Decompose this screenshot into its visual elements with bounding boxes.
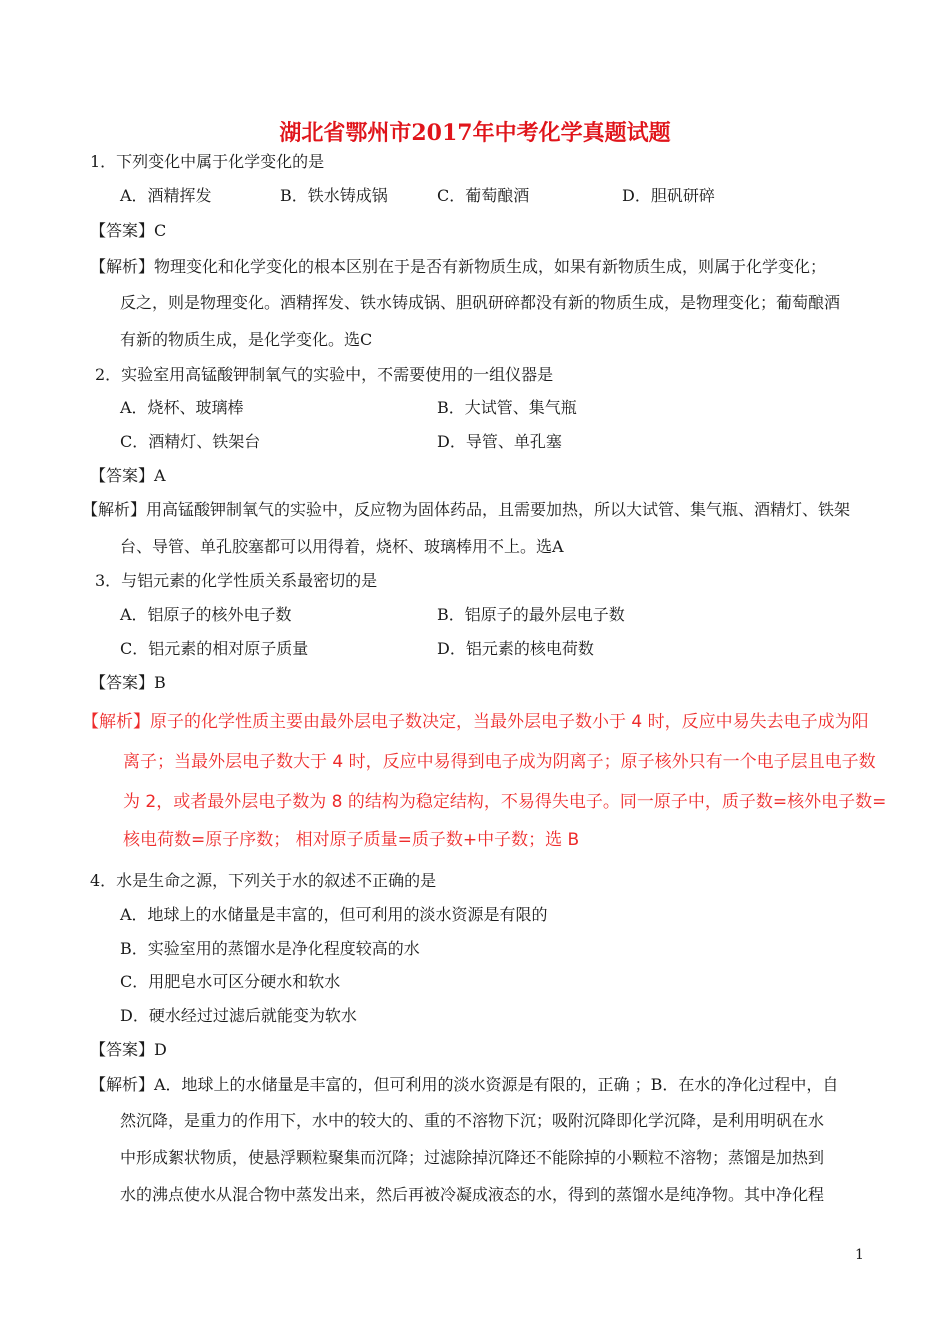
q4-option-d: D．硬水经过过滤后就能变为软水 xyxy=(120,1006,357,1025)
q3-option-c: C．铝元素的相对原子质量 xyxy=(120,639,309,658)
q2-option-d: D．导管、单孔塞 xyxy=(437,432,562,451)
q3-option-b: B．铝原子的最外层电子数 xyxy=(437,605,625,624)
q1-explanation-line-2: 反之，则是物理变化。酒精挥发、铁水铸成锅、胆矾研碎都没有新的物质生成，是物理变化；葡萄酿酒 xyxy=(120,293,841,312)
q2-answer: 【答案】A xyxy=(90,466,166,485)
q3-explanation-line-3: 为 2，或者最外层电子数为 8 的结构为稳定结构，不易得失电子。同一原子中，质子数=核外电子数= xyxy=(123,792,887,812)
q3-explanation-line-4: 核电荷数=原子序数； 相对原子质量=质子数+中子数；选 B xyxy=(123,830,580,850)
q3-explanation-line-1: 【解析】原子的化学性质主要由最外层电子数决定，当最外层电子数小于 4 时，反应中易失去电子成为阳 xyxy=(82,712,869,732)
q4-option-a: A．地球上的水储量是丰富的，但可利用的淡水资源是有限的 xyxy=(120,905,548,924)
q4-explanation-line-3: 中形成絮状物质，使悬浮颗粒聚集而沉降；过滤除掉沉降还不能除掉的小颗粒不溶物；蒸馏是加热到 xyxy=(120,1148,825,1167)
q2-stem: 2．实验室用高锰酸钾制氧气的实验中，不需要使用的一组仪器是 xyxy=(95,365,554,384)
q3-stem: 3．与铝元素的化学性质关系最密切的是 xyxy=(95,571,378,590)
page-number: 1 xyxy=(855,1247,864,1263)
q1-stem: 1．下列变化中属于化学变化的是 xyxy=(90,152,325,171)
q4-explanation-line-2: 然沉降，是重力的作用下，水中的较大的、重的不溶物下沉；吸附沉降即化学沉降，是利用明矾在水 xyxy=(120,1111,825,1130)
q1-option-a: A．酒精挥发 xyxy=(120,186,212,205)
q4-stem: 4．水是生命之源，下列关于水的叙述不正确的是 xyxy=(90,871,437,890)
q4-option-c: C．用肥皂水可区分硬水和软水 xyxy=(120,972,341,991)
q3-answer: 【答案】B xyxy=(90,673,166,692)
q1-option-b: B．铁水铸成锅 xyxy=(280,186,388,205)
q4-explanation-line-4: 水的沸点使水从混合物中蒸发出来，然后再被冷凝成液态的水，得到的蒸馏水是纯净物。其中净化程 xyxy=(120,1185,825,1204)
page-title: 湖北省鄂州市2017年中考化学真题试题 xyxy=(279,120,671,146)
q2-explanation-line-2: 台、导管、单孔胶塞都可以用得着，烧杯、玻璃棒用不上。选A xyxy=(120,537,564,556)
q2-option-b: B．大试管、集气瓶 xyxy=(437,398,577,417)
q2-explanation-line-1: 【解析】用高锰酸钾制氧气的实验中，反应物为固体药品，且需要加热，所以大试管、集气瓶、酒精灯、铁架 xyxy=(82,500,851,519)
q1-answer: 【答案】C xyxy=(90,221,167,240)
q4-answer: 【答案】D xyxy=(90,1040,167,1059)
q1-option-d: D．胆矾研碎 xyxy=(622,186,715,205)
q1-explanation-line-3: 有新的物质生成，是化学变化。选C xyxy=(120,330,373,349)
q3-option-d: D．铝元素的核电荷数 xyxy=(437,639,594,658)
q4-explanation-line-1: 【解析】A．地球上的水储量是丰富的，但可利用的淡水资源是有限的，正确 ；B．在水的净化过程中，自 xyxy=(90,1075,839,1094)
q2-option-c: C．酒精灯、铁架台 xyxy=(120,432,261,451)
q4-option-b: B．实验室用的蒸馏水是净化程度较高的水 xyxy=(120,939,420,958)
q3-explanation-line-2: 离子；当最外层电子数大于 4 时，反应中易得到电子成为阴离子；原子核外只有一个电子层且电子数 xyxy=(123,752,876,772)
q3-option-a: A．铝原子的核外电子数 xyxy=(120,605,292,624)
q2-option-a: A．烧杯、玻璃棒 xyxy=(120,398,244,417)
q1-option-c: C．葡萄酿酒 xyxy=(437,186,530,205)
q1-explanation-line-1: 【解析】物理变化和化学变化的根本区别在于是否有新物质生成，如果有新物质生成，则属于化学变化； xyxy=(90,257,827,276)
